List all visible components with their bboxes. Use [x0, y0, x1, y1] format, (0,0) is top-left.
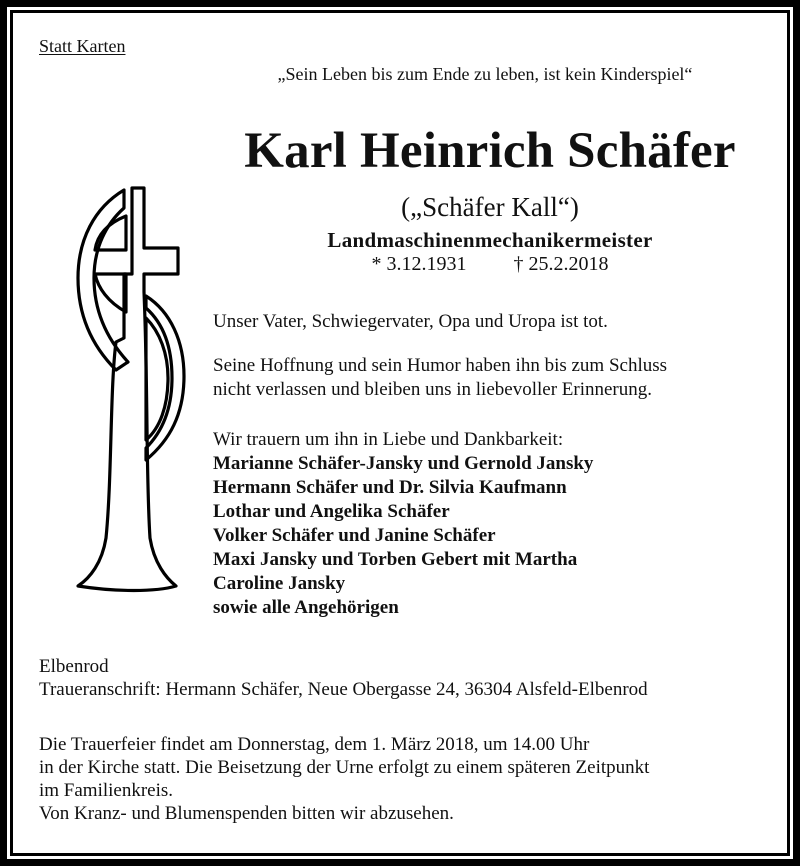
intro-paragraph [213, 310, 608, 334]
paragraph-line: Unser Vater, Schwiegervater, Opa und Uropa ist tot. [213, 311, 608, 332]
paragraph-line: Seine Hoffnung und sein Humor haben ihn bis zum Schluss [213, 355, 668, 376]
cross-with-alpha-omega-icon [76, 178, 186, 598]
service-line: im Familienkreis. [39, 780, 174, 801]
memory-paragraph [213, 354, 667, 402]
mourner-line: Volker Schäfer und Janine Schäfer [213, 525, 496, 546]
cross-shaft [78, 188, 178, 591]
mourning-intro: Wir trauern um ihn in Liebe und Dankbarkeit: [213, 429, 564, 450]
life-dates [200, 253, 780, 276]
mourner-line: Maxi Jansky und Torben Gebert mit Martha [213, 549, 578, 570]
address-block [39, 655, 648, 701]
deceased-nickname: („Schäfer Kall“) [401, 192, 579, 222]
mourner-line: sowie alle Angehörigen [213, 597, 399, 618]
mourner-line: Hermann Schäfer und Dr. Silvia Kaufmann [213, 477, 567, 498]
mourner-line: Caroline Jansky [213, 573, 346, 594]
service-line: Von Kranz- und Blumenspenden bitten wir abzusehen. [39, 803, 454, 824]
service-line: Die Trauerfeier findet am Donnerstag, dem 1. März 2018, um 14.00 Uhr [39, 734, 590, 755]
service-line: in der Kirche statt. Die Beisetzung der Urne erfolgt zu einem späteren Zeitpunkt [39, 757, 650, 778]
mourner-line: Lothar und Angelika Schäfer [213, 501, 450, 522]
death-date: † 25.2.2018 [513, 253, 609, 275]
mourners-list [213, 428, 593, 620]
place-name: Elbenrod [39, 656, 109, 677]
deceased-profession: Landmaschinenmechanikermeister [327, 228, 653, 252]
mourning-address: Traueranschrift: Hermann Schäfer, Neue Obergasse 24, 36304 Alsfeld-Elbenrod [39, 679, 648, 700]
statt-karten-label: Statt Karten [39, 36, 126, 56]
deceased-name: Karl Heinrich Schäfer [244, 123, 736, 179]
motto-quote: „Sein Leben bis zum Ende zu leben, ist kein Kinderspiel“ [277, 64, 693, 84]
paragraph-line: nicht verlassen und bleiben uns in liebevoller Erinnerung. [213, 379, 652, 400]
service-info [39, 733, 649, 825]
mourner-line: Marianne Schäfer-Jansky und Gernold Jansky [213, 453, 594, 474]
cross-lower-left-segment [95, 274, 126, 312]
birth-date: * 3.12.1931 [371, 253, 467, 275]
